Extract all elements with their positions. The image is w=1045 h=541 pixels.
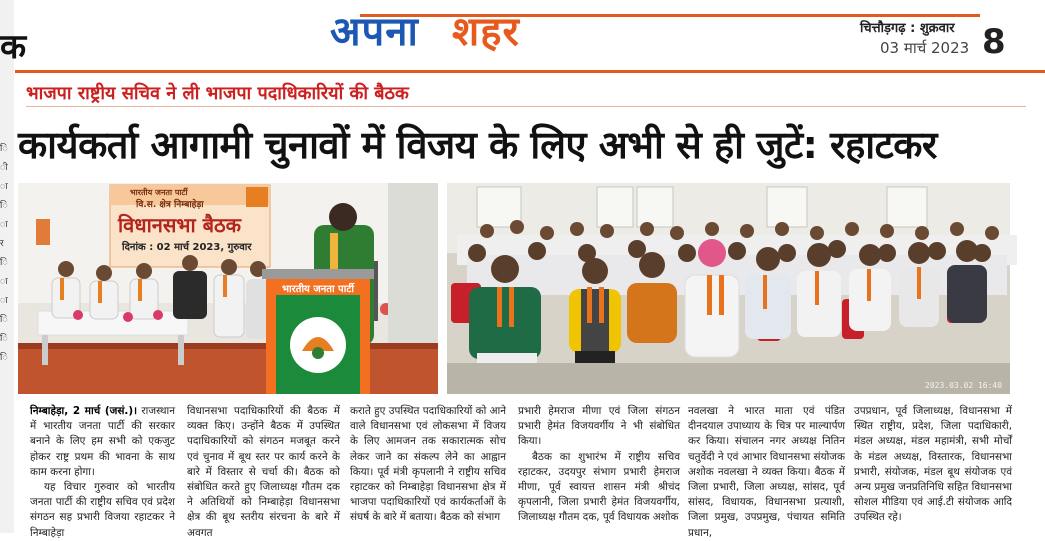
article-kicker: भाजपा राष्ट्रीय सचिव ने ली भाजपा पदाधिकारियों की बैठक	[26, 83, 409, 104]
left-margin-text: ि ी ा ि ा र ि ा ा ि ि ि	[0, 144, 8, 363]
masthead-date: 03 मार्च 2023	[880, 39, 970, 57]
photo-timestamp: 2023.03.02 16:40	[925, 381, 1003, 390]
column-3-text: कराते हुए उपस्थित पदाधिकारियों को आने वाले विधानसभा एवं लोकसभा में विजय के लिए आमजन तक सकारात्मक सोच लेकर जाने का संकल्प लेने का आह्वान किया। पूर्व मंत्री कृपलानी ने राष्ट्रीय सचिव रहाटकर को निम्बाहेड़ा विधानसभा क्षेत्र में भाजपा पदाधिकारियों एवं कार्यकर्ताओं के संघर्ष के बारे में बताया। बैठक को संभाग	[350, 405, 506, 524]
article-headline: कार्यकर्ता आगामी चुनावों में विजय के लिए अभी से ही जुटें: रहाटकर	[18, 123, 937, 167]
masthead-city-day: चित्तौड़गढ़ : शुक्रवार	[860, 21, 955, 36]
masthead-brand-right: शहर	[452, 9, 520, 55]
column-4-text-a: प्रभारी हेमराज मीणा एवं जिला संगठन प्रभारी हेमंत विजयवर्गीय ने भी संबोधित किया।	[518, 405, 680, 448]
photo-audience	[447, 183, 1010, 394]
banner-constituency: वि.स. क्षेत्र निम्बाहेड़ा	[136, 200, 204, 210]
column-4-text-b: बैठक का शुभारंभ में राष्ट्रीय सचिव रहाटकर, उदयपुर संभाग प्रभारी हेमराज मीणा, पूर्व स्वायत्त शासन मंत्री श्रीचंद कृपलानी, जिला प्रभारी हेमंत विजयवर्गीय, जिलाध्यक्ष गौतम दक, पूर्व विधायक अशोक	[518, 450, 680, 524]
masthead-brand-left: अपना	[330, 9, 419, 55]
column-5-text: नवलखा ने भारत माता एवं पंडित दीनदयाल उपाध्याय के चित्र पर माल्यार्पण कर किया। संचालन नगर अध्यक्ष नितिन चतुर्वेदी ने एवं आभार विधानसभा संयोजक अशोक नवलखा ने व्यक्त किया। बैठक में जिला प्रभारी, जिला अध्यक्ष, सांसद, पूर्व सांसद, विधायक, विधानसभा प्रत्याशी, जिला प्रमुख, उपप्रमुख, पंचायत समिति प्रधान,	[688, 405, 845, 539]
article-column-1	[30, 404, 176, 539]
page-number: 8	[982, 22, 1006, 62]
kicker-rule	[26, 106, 1026, 107]
article-column-6	[854, 404, 1012, 529]
article-column-3	[350, 404, 506, 529]
column-1-text-a: राजस्थान में भारतीय जनता पार्टी की सरकार बनाने के लिए हम सभी को एकजुट होकर राष्ट्र प्रथम की भावना के साथ काम करना होगा।	[30, 405, 176, 478]
section-divider	[15, 70, 1045, 73]
column-1-text-b: यह विचार गुरुवार को भारतीय जनता पार्टी की राष्ट्रीय सचिव एवं प्रदेश संगठन सह प्रभारी विजया रहाटकर ने निम्बाहेड़ा	[30, 481, 175, 539]
podium-label: भारतीय जनता पार्टी	[282, 284, 354, 295]
article-dateline: निम्बाहेड़ा, 2 मार्च (जसं.)।	[30, 405, 138, 417]
audience-photo-graphic	[447, 183, 1010, 394]
column-2-text: विधानसभा पदाधिकारियों की बैठक में व्यक्त किए। उन्होंने बैठक में उपस्थित पदाधिकारियों को संगठन मजबूत करने एवं चुनाव में बूथ स्तर पर कार्य करने के बारे में विस्तार से चर्चा की। बैठक को संबोधित करते हुए जिलाध्यक्ष गौतम दक ने अतिथियों को निम्बाहेड़ा विधानसभा क्षेत्र की बूथ स्तरीय संरचना के बारे में अवगत	[187, 405, 340, 539]
article-column-4	[518, 404, 680, 529]
banner-title: विधानसभा बैठक	[118, 213, 242, 237]
previous-page-fragment: क	[0, 27, 27, 67]
photo-stage-meeting	[18, 183, 438, 394]
article-column-5	[688, 404, 845, 539]
banner-date: दिनांक : 02 मार्च 2023, गुरुवार	[122, 242, 252, 253]
article-column-2	[187, 404, 340, 539]
column-6-text: उपप्रधान, पूर्व जिलाध्यक्ष, विधानसभा में स्थित राष्ट्रीय, प्रदेश, जिला पदाधिकारी, मंडल अध्यक्ष, मंडल महामंत्री, सभी मोर्चों के मंडल अध्यक्ष, विस्तारक, विधानसभा प्रभारी, संयोजक, मंडल बूथ संयोजक एवं अन्य प्रमुख जनप्रतिनिधि सहित विधानसभा सोशल मीडिया एवं आई.टी संयोजक आदि उपस्थित रहे।	[854, 405, 1012, 524]
banner-party-name: भारतीय जनता पार्टी	[130, 188, 188, 197]
